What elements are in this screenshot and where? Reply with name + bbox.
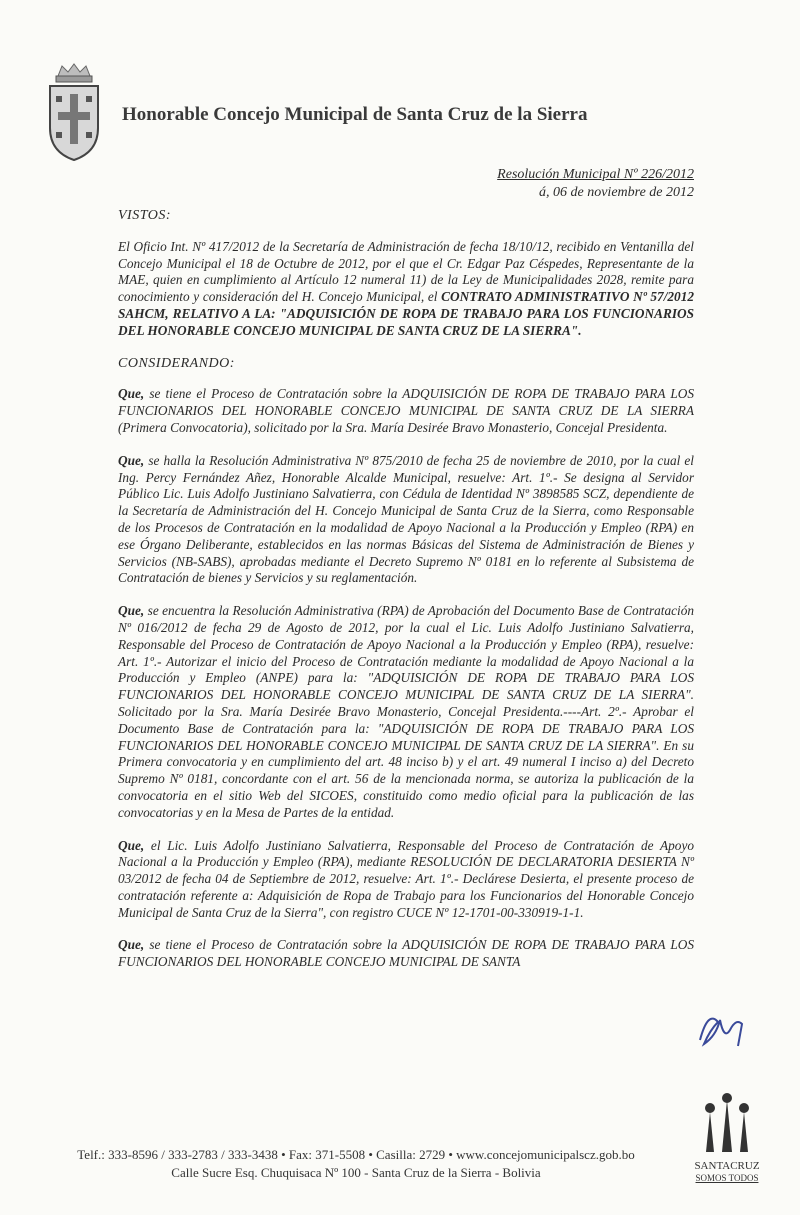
considerando-heading: CONSIDERANDO: [118,355,235,371]
paragraph-lead: Que, [118,452,145,468]
coat-of-arms-icon [44,62,104,162]
footer-contact-line: Telf.: 333-8596 / 333-2783 / 333-3438 • Fax: 371-5508 • Casilla: 2729 • www.concejomunicipalscz.gob.bo [77,1147,635,1162]
paragraph-text: se tiene el Proceso de Contratación sobre la ADQUISICIÓN DE ROPA DE TRABAJO PARA LOS FUNCIONARIOS DEL HONORABLE CONCEJO MUNICIPAL DE SANTA [118,937,694,970]
resolution-date: á, 06 de noviembre de 2012 [539,185,694,200]
resolution-number: Resolución Municipal Nº 226/2012 [497,167,694,182]
vistos-bold-text: CONTRATO ADMINISTRATIVO Nº 57/2012 SAHCM, RELATIVO A LA: "ADQUISICIÓN DE ROPA DE TRABAJO PARA LOS FUNCIONARIOS DEL HONORABLE CONCEJO MUNICIPAL DE SANTA CRUZ DE LA SIERRA". [118,289,694,338]
footer-contact [46,1146,666,1182]
paragraph-text: se halla la Resolución Administrativa Nº 875/2010 de fecha 25 de noviembre de 2010, por la cual el Ing. Percy Fernández Añez, Honorable Alcalde Municipal, resuelve: Art. 1º.- Se designa al Servidor Público Lic. Luis Adolfo Justiniano Salvatierra, con Cédula de Identidad Nº 3898585 SCZ, dependiente de la Secretaría de Administración del H. Concejo Municipal de Santa Cruz de la Sierra, como Responsable de los Procesos de Contratación en la modalidad de Apoyo Nacional a la Producción y Empleo (RPA) en ese Órgano Deliberante, establecidos en las normas Básicas del Sistema de Administración de Bienes y Servicios (NB-SABS), aprobadas mediante el Decreto Supremo Nº 0181 en lo referente al Subsistema de Contratación de bienes y Servicios y su reglamentación. [118,452,694,586]
vistos-paragraph [118,239,694,340]
paragraph-lead: Que, [118,837,145,853]
resolution-block [497,166,694,202]
paragraph-lead: Que, [118,937,145,953]
santa-cruz-logo-text [684,1160,770,1184]
considerando-paragraph-4 [118,838,694,922]
organization-name: Honorable Concejo Municipal de Santa Cruz de la Sierra [122,104,588,125]
paragraph-text: se encuentra la Resolución Administrativa (RPA) de Aprobación del Documento Base de Contratación Nº 016/2012 de fecha 29 de Agosto de 2012, por la cual el Lic. Luis Adolfo Justiniano Salvatierra, Responsable del Proceso de Contratación de Apoyo Nacional a la Producción y Empleo (RPA), resuelve: Art. 1º.- Autorizar el inicio del Proceso de Contratación mediante la modalidad de Apoyo Nacional a la Producción y Empleo (ANPE) para la: "ADQUISICIÓN DE ROPA DE TRABAJO PARA LOS FUNCIONARIOS DEL HONORABLE CONCEJO MUNICIPAL DE SANTA CRUZ DE LA SIERRA". Solicitado por la Sra. María Desirée Bravo Monasterio, Concejal Presidenta.----Art. 2º.- Aprobar el Documento Base de Contratación para la: "ADQUISICIÓN DE ROPA DE TRABAJO PARA LOS FUNCIONARIOS DEL HONORABLE CONCEJO MUNICIPAL DE SANTA CRUZ DE LA SIERRA". En su Primera convocatoria y en cumplimiento del art. 48 inciso b) y el art. 49 numeral I inciso a) del Decreto Supremo Nº 0181, concordante con el art. 56 de la mencionada norma, se autoriza la publicación de la convocatoria en el sitio Web del SICOES, constituido como medio oficial para la publicación de las convocatorias y en la Mesa de Partes de la entidad. [118,603,695,820]
considerando-paragraph-1 [118,386,694,436]
considerando-paragraph-3 [118,603,694,821]
document-body [118,208,694,987]
vistos-heading: VISTOS: [118,208,172,223]
paragraph-lead: Que, [118,603,145,619]
signature-mark [690,1000,750,1060]
logo-line-1: SANTACRUZ [694,1160,760,1172]
logo-line-2: SOMOS TODOS [695,1173,759,1183]
footer-address-line: Calle Sucre Esq. Chuquisaca Nº 100 - Santa Cruz de la Sierra - Bolivia [171,1165,541,1180]
considerando-paragraph-2 [118,453,694,587]
considerando-paragraph-5 [118,937,694,971]
paragraph-text: el Lic. Luis Adolfo Justiniano Salvatierra, Responsable del Proceso de Contratación de Apoyo Nacional a la Producción y Empleo (RPA), mediante RESOLUCIÓN DE DECLARATORIA DESIERTA Nº 03/2012 de fecha 04 de Septiembre de 2012, resuelve: Art. 1º.- Declárese Desierta, el presente proceso de contratación referente a: Adquisición de Ropa de Trabajo para los Funcionarios del Honorable Concejo Municipal de Santa Cruz de la Sierra", con registro CUCE Nº 12-1701-00-330919-1-1. [118,837,694,920]
paragraph-lead: Que, [118,386,145,402]
vistos-text: El Oficio Int. Nº 417/2012 de la Secretaría de Administración de fecha 18/10/12, recibido en Ventanilla del Concejo Municipal el 18 de Octubre de 2012, por el que el Cr. Edgar Paz Céspedes, Representante de la MAE, quien en cumplimiento al Artículo 12 numeral 11) de la Ley de Municipalidades 2028, remite para conocimiento y consideración del H. Concejo Municipal, el [118,238,694,305]
paragraph-text: se tiene el Proceso de Contratación sobre la ADQUISICIÓN DE ROPA DE TRABAJO PARA LOS FUNCIONARIOS DEL HONORABLE CONCEJO MUNICIPAL DE SANTA CRUZ DE LA SIERRA (Primera Convocatoria), solicitado por la Sra. María Desirée Bravo Monasterio, Concejal Presidenta. [118,386,694,435]
